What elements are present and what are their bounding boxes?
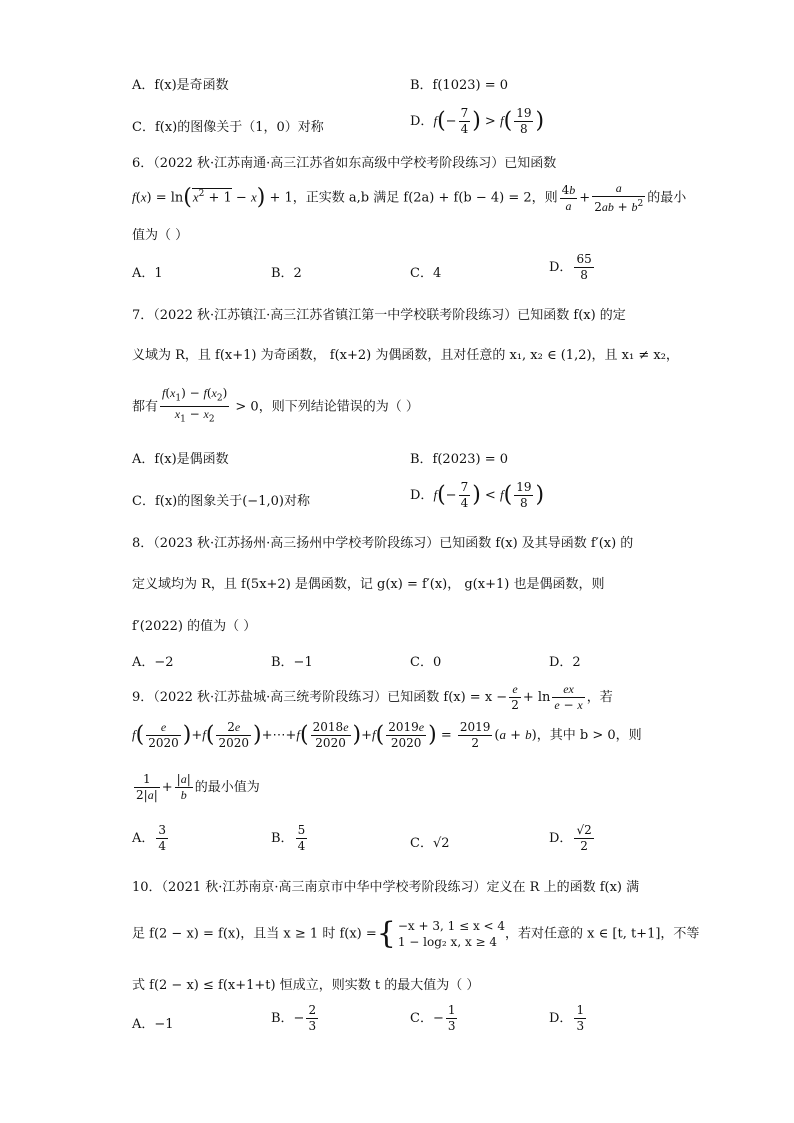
q8-option-c: C．0 — [410, 655, 442, 670]
q10-case1: −x + 3, 1 ≤ x < 4 — [397, 919, 506, 933]
q9-line1-prefix: 9．（2022 秋·江苏盐城·高三统考阶段练习）已知函数 f(x) = x − — [132, 690, 508, 705]
q10-option-c: C．− $\frac{1}{3}$ — [410, 1003, 456, 1033]
q6-d-den: 8 — [580, 268, 588, 282]
q6-line3: 值为（ ） — [132, 228, 189, 243]
q5-option-d: D．f(− $\frac{7}{4}$ ) > f( $\frac{19}{8}$ ) — [410, 106, 545, 136]
q9-line3-suffix: 的最小值为 — [194, 780, 260, 795]
q9-line2: f( $\frac{e}{2020}$ )+f( $\frac{2e}{2020}$ )+⋯+f( $\frac{2018e}{2020}$ )+f( $\frac{2019e}{2020}$ ) = $\frac{2019}{2}$ (a + b)，其中 b > 0，则 — [132, 720, 642, 750]
q10-line3: 式 f(2 − x) ≤ f(x+1+t) 恒成立，则实数 t 的最大值为（ ） — [132, 978, 480, 993]
q10-line1: 10．（2021 秋·江苏南京·高三南京市中华中学校考阶段练习）定义在 R 上的函数 f(x) 满 — [132, 880, 640, 895]
q9-line3: $\frac{1}{2|a|}$ + $\frac{|a|}{b}$ 的最小值为 — [136, 772, 260, 802]
q10-option-d: D． $\frac{1}{3}$ — [549, 1003, 585, 1033]
q6-option-c: C．4 — [410, 266, 442, 281]
q8-option-a: A．−2 — [132, 655, 174, 670]
q5-option-a: A．f(x)是奇函数 — [132, 78, 229, 93]
q6-tail: 的最小 — [647, 190, 687, 206]
q9-option-d-prefix: D． — [549, 831, 573, 846]
q5-option-c: C．f(x)的图像关于（1，0）对称 — [132, 120, 324, 135]
q10-line2: 足 f(2 − x) = f(x)，且当 x ≥ 1 时 f(x) ={ −x + 3, 1 ≤ x < 4 1 − log₂ x, x ≥ 4 ，若对任意的 x ∈ [t, t+1]，不等 — [132, 916, 700, 951]
q9-option-c: C．√2 — [410, 836, 450, 851]
q6-d-num: 65 — [576, 252, 592, 266]
q9-line1: 9．（2022 秋·江苏盐城·高三统考阶段练习）已知函数 f(x) = x − $\frac{e}{2}$ + ln $\frac{ex}{e - x}$ ，若 — [132, 682, 613, 712]
q7-option-a: A．f(x)是偶函数 — [132, 452, 229, 467]
q9-option-a-prefix: A． — [132, 831, 155, 846]
q10-option-b: B．− $\frac{2}{3}$ — [271, 1003, 317, 1033]
q9-line2-suffix: ，其中 b > 0，则 — [536, 728, 642, 743]
q8-line3: f′(2022) 的值为（ ） — [132, 619, 257, 634]
q10-option-c-prefix: C．− — [410, 1011, 444, 1026]
q6-condition-text: ，正实数 a,b 满足 f(2a) + f(b − 4) = 2，则 — [292, 190, 558, 206]
q9-line1-suffix: ，若 — [586, 690, 613, 705]
q6-option-d — [549, 252, 596, 283]
q7-option-c: C．f(x)的图象关于(−1,0)对称 — [132, 494, 310, 509]
q10-line2-suffix: ，若对任意的 x ∈ [t, t+1]，不等 — [505, 926, 700, 942]
q6-option-b: B．2 — [271, 266, 302, 281]
q8-line1: 8．（2023 秋·江苏扬州·高三扬州中学校考阶段练习）已知函数 f(x) 及其导函数 f′(x) 的 — [132, 536, 634, 551]
q5-d-den2: 8 — [520, 122, 528, 136]
q9-option-d: D． $\frac{√2}{2}$ — [549, 823, 592, 853]
q6-option-d-prefix: D． — [549, 260, 573, 275]
q7-line2: 义域为 R，且 f(x+1) 为奇函数， f(x+2) 为偶函数，且对任意的 x₁, x₂ ∈ (1,2)，且 x₁ ≠ x₂， — [132, 348, 679, 363]
q5-d-num2: 19 — [516, 106, 532, 120]
q9-option-b-prefix: B． — [271, 831, 294, 846]
q10-line2-prefix: 足 f(2 − x) = f(x)，且当 x ≥ 1 时 f(x) = — [132, 926, 377, 942]
q9-option-b: B． $\frac{5}{4}$ — [271, 823, 306, 853]
q6-header: 6．（2022 秋·江苏南通·高三江苏省如东高级中学校考阶段练习）已知函数 — [132, 156, 557, 171]
q5-d-den1: 4 — [460, 122, 469, 136]
q9-option-a: A． $\frac{3}{4}$ — [132, 823, 167, 853]
q7-line3-prefix: 都有 — [132, 399, 159, 415]
q7-line3: 都有 $\frac{f(x_1) - f(x_2)}{x_1 - x_2}$ > 0，则下列结论错误的为（ ） — [132, 386, 419, 425]
q5-d-num1: 7 — [460, 106, 469, 120]
q7-line3-suffix: > 0，则下列结论错误的为（ ） — [231, 399, 419, 415]
q7-option-d: D．f(− $\frac{7}{4}$ ) < f( $\frac{19}{8}$ ) — [410, 480, 545, 510]
q10-option-b-prefix: B．− — [271, 1011, 305, 1026]
q10-option-d-prefix: D． — [549, 1011, 573, 1026]
q10-case2: 1 − log₂ x, x ≥ 4 — [397, 935, 498, 949]
q7-option-b: B．f(2023) = 0 — [410, 452, 509, 467]
q8-option-d: D．2 — [549, 655, 581, 670]
q10-option-a: A．−1 — [132, 1017, 174, 1032]
q8-line2: 定义域均为 R，且 f(5x+2) 是偶函数，记 g(x) = f′(x)， g(x+1) 也是偶函数，则 — [132, 577, 605, 592]
q5-option-b: B．f(1023) = 0 — [410, 78, 509, 93]
q7-line1: 7．（2022 秋·江苏镇江·高三江苏省镇江第一中学校联考阶段练习）已知函数 f(x) 的定 — [132, 308, 626, 323]
q8-option-b: B．−1 — [271, 655, 313, 670]
q7-option-d-prefix: D． — [410, 488, 434, 503]
q5-option-d-prefix: D． — [410, 114, 434, 129]
q6-option-a: A．1 — [132, 266, 163, 281]
q6-condition: $f(x) = \ln(x^2 + 1 - x) + 1$，正实数 a,b 满足 f(2a) + f(b − 4) = 2，则 $\frac{4b}{a}$ + $\frac{a}{2ab + b^2}$ 的最小 — [132, 181, 687, 214]
